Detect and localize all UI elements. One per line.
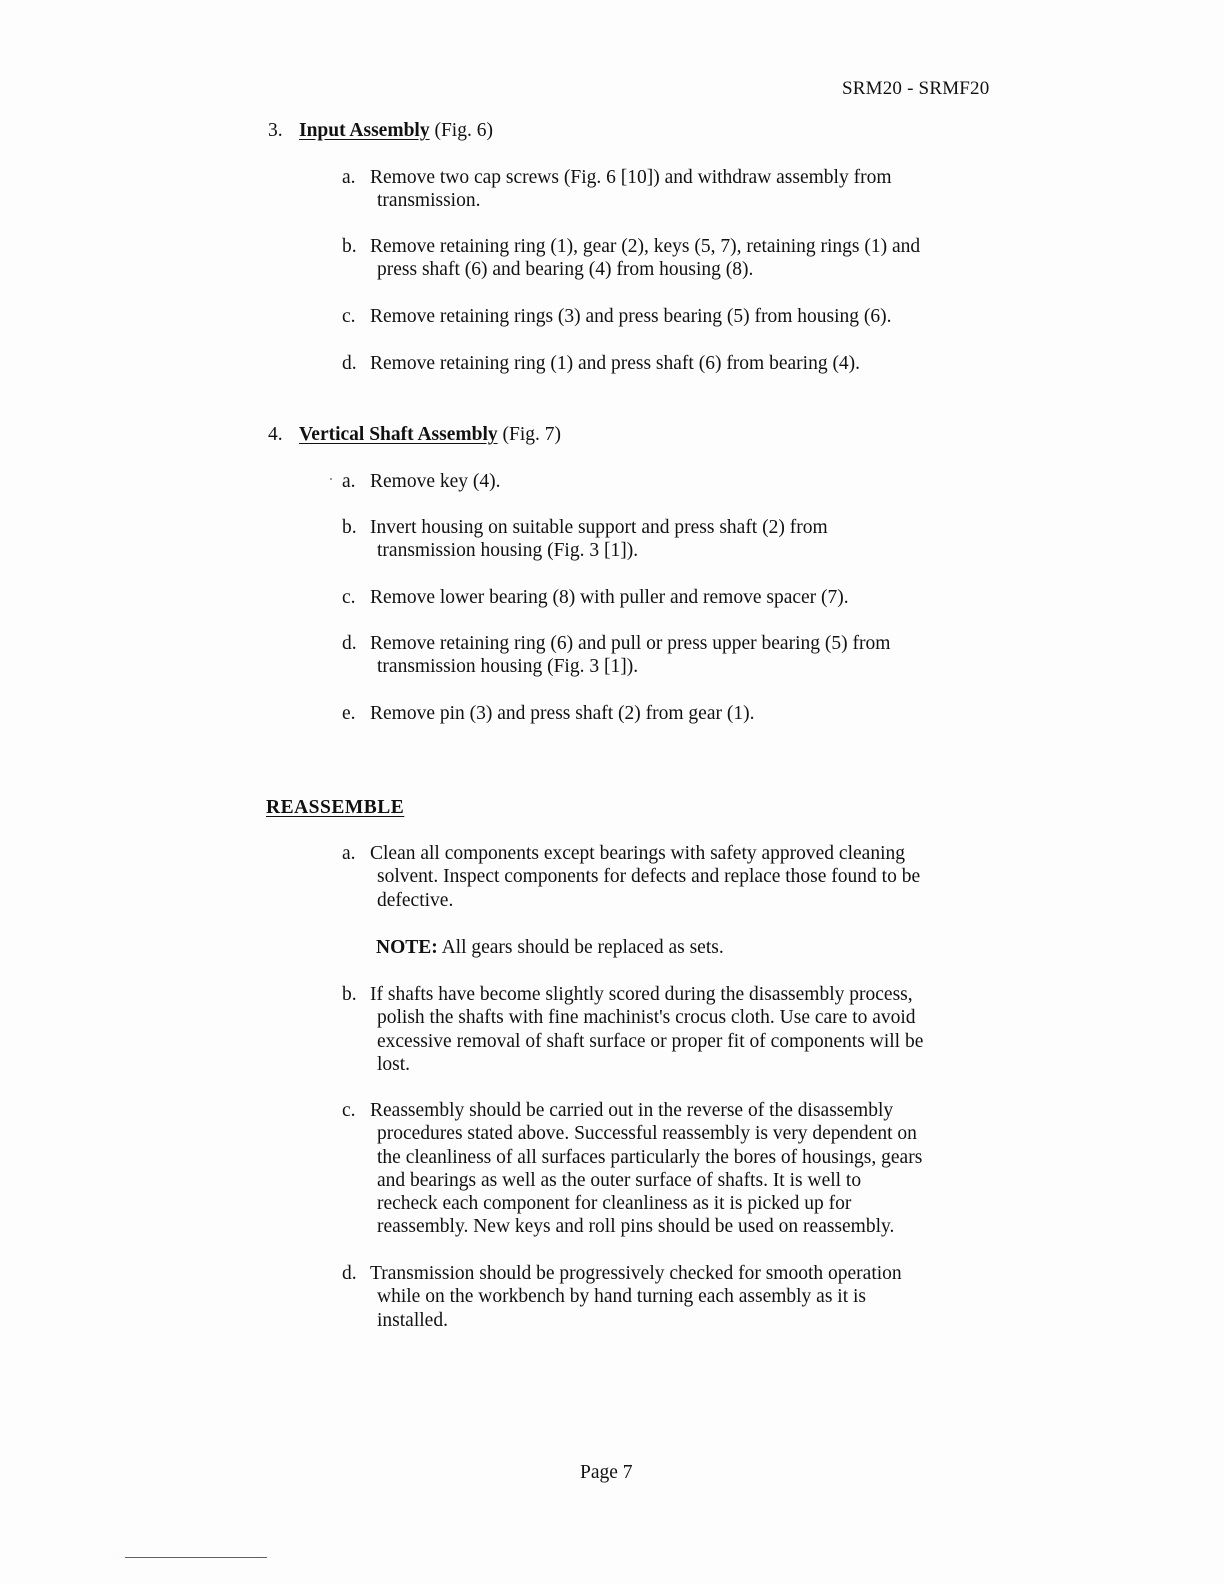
item-text: Remove retaining ring (1), gear (2), keys (5, 7), retaining rings (1) and xyxy=(370,236,921,257)
section-number: 4. xyxy=(268,424,283,445)
item-letter: b. xyxy=(342,236,357,257)
item-text: reassembly. New keys and roll pins should be used on reassembly. xyxy=(377,1216,895,1238)
list-item xyxy=(342,842,1012,912)
note xyxy=(376,937,724,959)
list-item xyxy=(342,632,1012,679)
list-item xyxy=(342,1262,1012,1332)
list-item xyxy=(342,352,1012,375)
item-letter: d. xyxy=(342,353,357,374)
reassemble-heading: REASSEMBLE xyxy=(266,797,405,818)
list-item xyxy=(342,1099,1012,1239)
list-item xyxy=(342,235,1012,282)
item-text: lost. xyxy=(377,1053,411,1075)
page-number: Page 7 xyxy=(580,1462,633,1483)
item-text: solvent. Inspect components for defects and replace those found to be xyxy=(377,866,921,888)
item-text: polish the shafts with fine machinist's crocus cloth. Use care to avoid xyxy=(377,1007,916,1029)
item-text: transmission housing (Fig. 3 [1]). xyxy=(377,540,639,562)
list-item xyxy=(342,586,1012,609)
item-letter: b. xyxy=(342,517,357,538)
item-letter: c. xyxy=(342,587,356,608)
figure-reference: (Fig. 7) xyxy=(502,424,561,445)
section-3-heading xyxy=(268,120,493,142)
scan-speck xyxy=(330,478,332,480)
item-letter: e. xyxy=(342,703,356,724)
note-label: NOTE: xyxy=(376,937,438,958)
item-text: Remove retaining rings (3) and press bearing (5) from housing (6). xyxy=(370,306,892,327)
item-text: transmission. xyxy=(377,190,481,212)
item-text: recheck each component for cleanliness as it is picked up for xyxy=(377,1193,852,1215)
item-text: procedures stated above. Successful reassembly is very dependent on xyxy=(377,1123,917,1145)
item-text: Remove pin (3) and press shaft (2) from gear (1). xyxy=(370,703,755,724)
list-item xyxy=(342,470,1012,493)
item-letter: b. xyxy=(342,984,357,1005)
item-text: transmission housing (Fig. 3 [1]). xyxy=(377,656,639,678)
item-text: Clean all components except bearings with safety approved cleaning xyxy=(370,843,905,864)
section-title: Input Assembly xyxy=(299,120,430,141)
item-letter: a. xyxy=(342,167,356,188)
item-letter: c. xyxy=(342,1100,356,1121)
item-text: excessive removal of shaft surface or proper fit of components will be xyxy=(377,1030,924,1052)
item-text: installed. xyxy=(377,1309,448,1331)
item-text: Reassembly should be carried out in the reverse of the disassembly xyxy=(370,1100,894,1121)
document-code-header: SRM20 - SRMF20 xyxy=(842,78,990,99)
item-text: press shaft (6) and bearing (4) from housing (8). xyxy=(377,259,754,281)
item-text: Remove retaining ring (6) and pull or press upper bearing (5) from xyxy=(370,633,891,654)
list-item xyxy=(342,166,1012,213)
section-number: 3. xyxy=(268,120,283,141)
item-text: Transmission should be progressively checked for smooth operation xyxy=(370,1263,902,1284)
item-text: and bearings as well as the outer surface of shafts. It is well to xyxy=(377,1169,862,1191)
item-letter: d. xyxy=(342,1263,357,1284)
list-item xyxy=(342,702,1012,725)
footer-rule xyxy=(125,1557,267,1558)
item-text: Remove lower bearing (8) with puller and remove spacer (7). xyxy=(370,587,849,608)
item-text: defective. xyxy=(377,889,454,911)
item-text: If shafts have become slightly scored during the disassembly process, xyxy=(370,984,913,1005)
list-item xyxy=(342,305,1012,328)
section-4-heading xyxy=(268,424,561,446)
list-item xyxy=(342,983,1012,1076)
item-text: while on the workbench by hand turning each assembly as it is xyxy=(377,1286,867,1308)
item-letter: d. xyxy=(342,633,357,654)
figure-reference: (Fig. 6) xyxy=(434,120,493,141)
item-text: the cleanliness of all surfaces particularly the bores of housings, gears xyxy=(377,1146,923,1168)
item-text: Remove retaining ring (1) and press shaft (6) from bearing (4). xyxy=(370,353,861,374)
item-letter: a. xyxy=(342,843,356,864)
item-text: Remove key (4). xyxy=(370,471,501,492)
item-letter: a. xyxy=(342,471,356,492)
list-item xyxy=(342,516,1012,563)
note-text: All gears should be replaced as sets. xyxy=(441,937,724,958)
item-text: Invert housing on suitable support and press shaft (2) from xyxy=(370,517,828,538)
item-letter: c. xyxy=(342,306,356,327)
section-title: Vertical Shaft Assembly xyxy=(299,424,498,445)
item-text: Remove two cap screws (Fig. 6 [10]) and withdraw assembly from xyxy=(370,167,892,188)
